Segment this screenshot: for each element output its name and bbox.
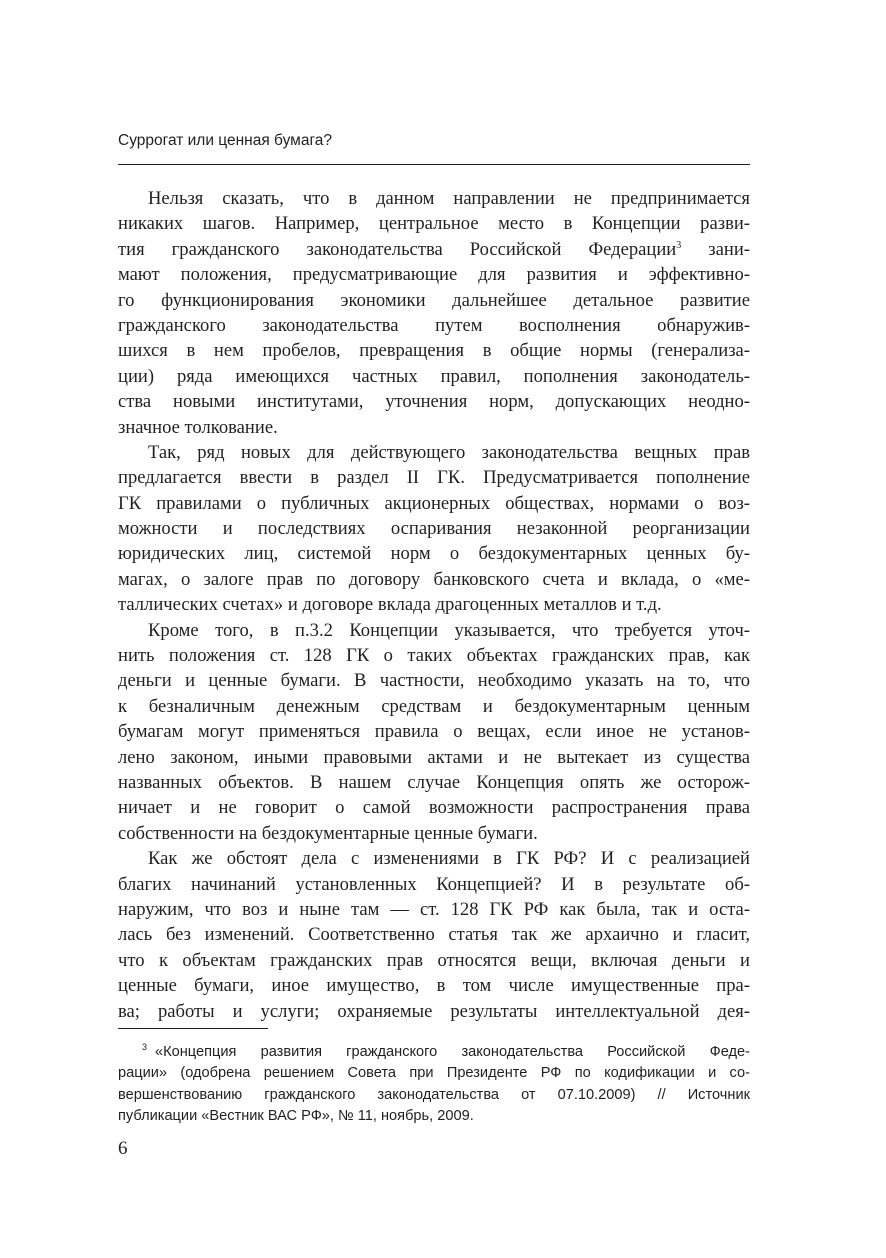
footnote-line: $^3$ «Концепция развития гражданского законодательства Российской Феде- [142, 1042, 750, 1060]
text-line: можности и последствиях оспаривания незаконной реорганизации [118, 518, 750, 540]
text-line: лась без изменений. Соответственно статья так же архаично и гласит, [118, 924, 750, 946]
footnote [118, 1042, 750, 1127]
text-line: ва; работы и услуги; охраняемые результаты интеллектуальной дея- [118, 1000, 750, 1022]
text-line: ства новыми институтами, уточнения норм, допускающих неодно- [118, 391, 750, 413]
text-line: названных объектов. В нашем случае Концепция опять же осторож- [118, 771, 750, 793]
text-line: к безналичным денежным средствам и бездокументарным ценным [118, 695, 750, 717]
text-line: таллических счетах» и договоре вклада драгоценных металлов и т.д. [118, 594, 662, 616]
text-line: предлагается ввести в раздел II ГК. Предусматривается пополнение [118, 467, 750, 489]
text-line: деньги и ценные бумаги. В частности, необходимо указать на то, что [118, 670, 750, 692]
text-line: лено законом, иными правовыми актами и не вытекает из существа [118, 746, 750, 768]
text-line: го функционирования экономики дальнейшее детальное развитие [118, 289, 750, 311]
text-line: мают положения, предусматривающие для развития и эффективно- [118, 264, 750, 286]
body-text [118, 186, 750, 1024]
text-line: что к объектам гражданских прав относятся вещи, включая деньги и [118, 949, 750, 971]
text-line: магах, о залоге прав по договору банковского счета и вклада, о «ме- [118, 568, 750, 590]
text-line: Нельзя сказать, что в данном направлении не предпринимается [148, 188, 750, 209]
page-number: 6 [118, 1138, 128, 1159]
footnote-line: публикации «Вестник ВАС РФ», № 11, ноябрь, 2009. [118, 1107, 474, 1124]
text-line: Так, ряд новых для действующего законодательства вещных прав [148, 441, 750, 463]
text-line: ции) ряда имеющихся частных правил, пополнения законодатель- [118, 365, 750, 387]
running-header: Суррогат или ценная бумага? [118, 132, 333, 149]
text-line: никаких шагов. Например, центральное место в Концепции разви- [118, 213, 750, 235]
text-line: ничает и не говорит о самой возможности распространения права [118, 797, 750, 819]
text-line: Кроме того, в п.3.2 Концепции указывается, что требуется уточ- [148, 619, 750, 641]
paragraph [118, 846, 750, 1024]
text-line: ценные бумаги, иное имущество, в том числе имущественные пра- [118, 975, 750, 997]
text-line: ГК правилами о публичных акционерных обществах, нормами о воз- [118, 492, 750, 514]
footnote-reference[interactable]: 3 [676, 239, 682, 251]
paragraph [118, 440, 750, 618]
text-line: юридических лиц, системой норм о бездокументарных ценных бу- [118, 543, 750, 565]
text-line: благих начинаний установленных Концепцией? И в результате об- [118, 873, 750, 895]
text-line: шихся в нем пробелов, превращения в общие нормы (генерализа- [118, 340, 750, 362]
footnote-line: рации» (одобрена решением Совета при Президенте РФ по кодификации и со- [118, 1065, 750, 1082]
footnote-line: вершенствованию гражданского законодательства от 07.10.2009) // Источник [118, 1086, 750, 1103]
footnote-number: 3 [142, 1042, 148, 1052]
text-line: значное толкование. [118, 416, 278, 438]
text-line: нить положения ст. 128 ГК о таких объектах гражданских прав, как [118, 645, 750, 667]
text-line: тия гражданского законодательства Российской Федерации$^3$ зани- [118, 238, 750, 260]
text-line: собственности на бездокументарные ценные бумаги. [118, 822, 538, 844]
text-line: гражданского законодательства путем восполнения обнаружив- [118, 314, 750, 336]
paragraph [118, 186, 750, 440]
text-line: бумагам могут применяться правила о вещах, если иное не установ- [118, 721, 750, 743]
text-line: Как же обстоят дела с изменениями в ГК РФ? И с реализацией [148, 848, 750, 870]
text-line: наружим, что воз и ныне там — ст. 128 ГК РФ как была, так и оста- [118, 898, 750, 920]
footnote-rule [118, 1028, 268, 1029]
paragraph [118, 618, 750, 847]
header-rule [118, 164, 750, 165]
